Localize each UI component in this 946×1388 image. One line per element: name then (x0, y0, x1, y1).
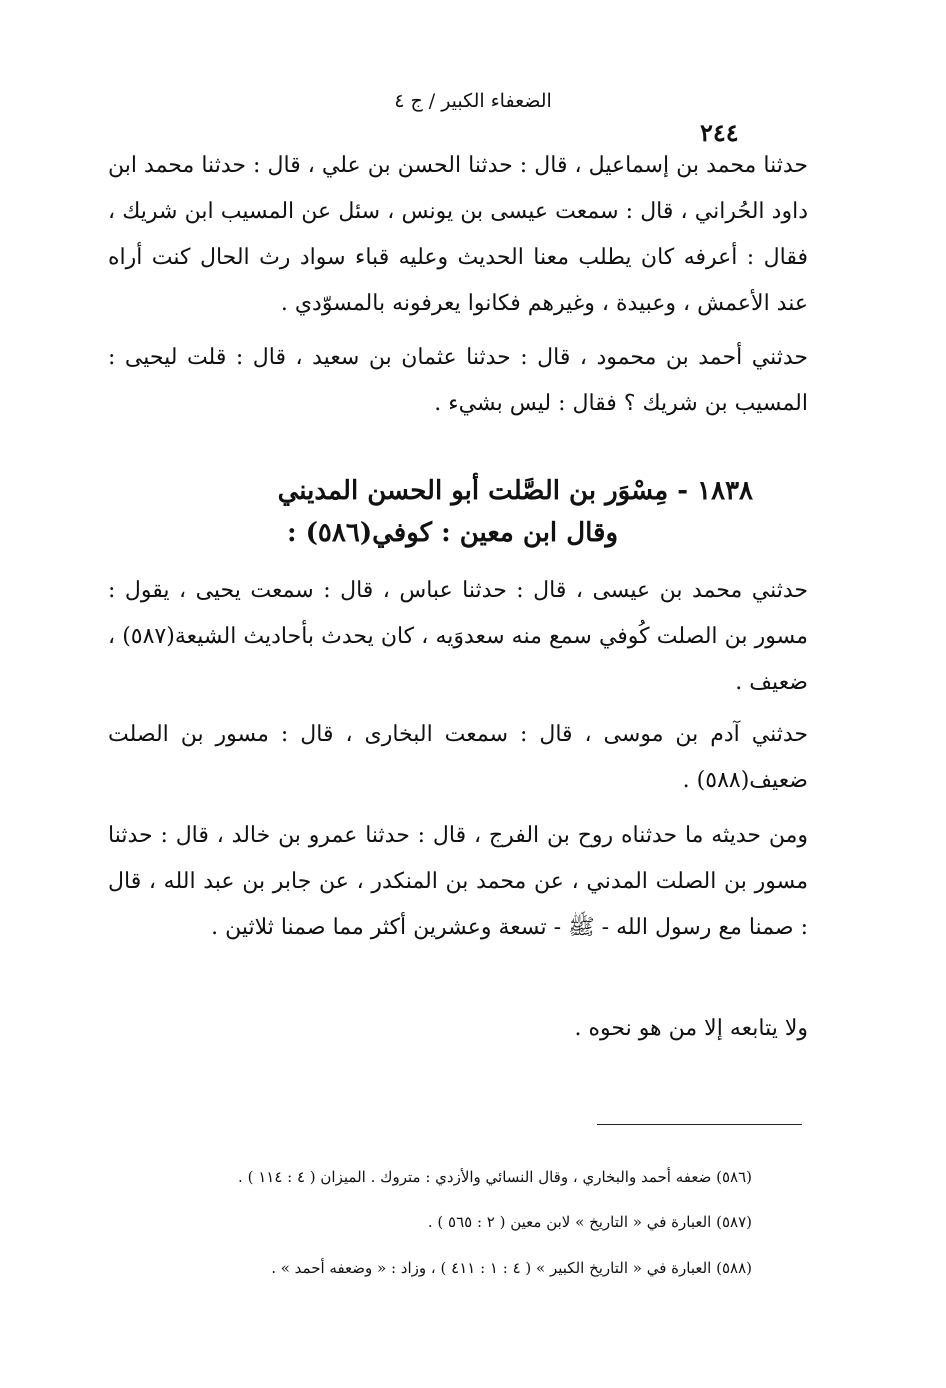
paragraph-3: حدثني محمد بن عيسى ، قال : حدثنا عباس ، قال : سمعت يحيى ، يقول : مسور بن الصلت كُوفي سمع منه سعدوَيه ، كان يحدث بأحاديث الشيعة(٥٨٧) ، ضعيف . (108, 578, 808, 695)
paragraph-1: حدثنا محمد بن إسماعيل ، قال : حدثنا الحسن بن علي ، قال : حدثنا محمد ابن داود الحُراني ، قال : سمعت عيسى بن يونس ، سئل عن المسيب ابن شريك ، فقال : أعرفه كان يطلب معنا الحديث وعليه قباء سواد رث الحال كنت أراه عند الأعمش ، وعبيدة ، وغيرهم فكانوا يعرفونه بالمسوّدي . (108, 153, 808, 316)
paragraph-4: حدثني آدم بن موسى ، قال : سمعت البخارى ، قال : مسور بن الصلت ضعيف(٥٨٨) . (108, 722, 808, 793)
paragraph-5: ومن حديثه ما حدثناه روح بن الفرج ، قال : حدثنا عمرو بن خالد ، قال : حدثنا مسور بن الصلت المدني ، عن محمد بن المنكدر ، عن جابر بن عبد الله ، قال : صمنا مع رسول الله - ﷺ - تسعة وعشرين أكثر مما صمنا ثلاثين . (108, 823, 808, 940)
entry-heading (108, 470, 808, 554)
entry-title: ١٨٣٨ - مِسْوَر بن الصَّلت أبو الحسن المديني (277, 476, 753, 506)
footnote-586: (٥٨٦) ضعفه أحمد والبخاري ، وقال النسائي والأزدي : متروك . الميزان ( ٤ : ١١٤ ) . (238, 1168, 752, 1186)
page-number: ٢٤٤ (700, 118, 739, 147)
paragraph-6: ولا يتابعه إلا من هو نحوه . (574, 1016, 808, 1041)
paragraph-2: حدثني أحمد بن محمود ، قال : حدثنا عثمان بن سعيد ، قال : قلت ليحيى : المسيب بن شريك ؟ فقال : ليس بشيء . (108, 345, 808, 416)
running-title: الضعفاء الكبير / ج ٤ (394, 90, 552, 112)
footnote-separator (597, 1124, 802, 1125)
entry-subtitle: وقال ابن معين : كوفي(٥٨٦) : (286, 518, 618, 548)
footnote-588: (٥٨٨) العبارة في « التاريخ الكبير » ( ٤ : ١ : ٤١١ ) ، وزاد : « وضعفه أحمد » . (271, 1259, 752, 1277)
footnote-587: (٥٨٧) العبارة في « التاريخ » لابن معين ( ٢ : ٥٦٥ ) . (427, 1213, 752, 1231)
